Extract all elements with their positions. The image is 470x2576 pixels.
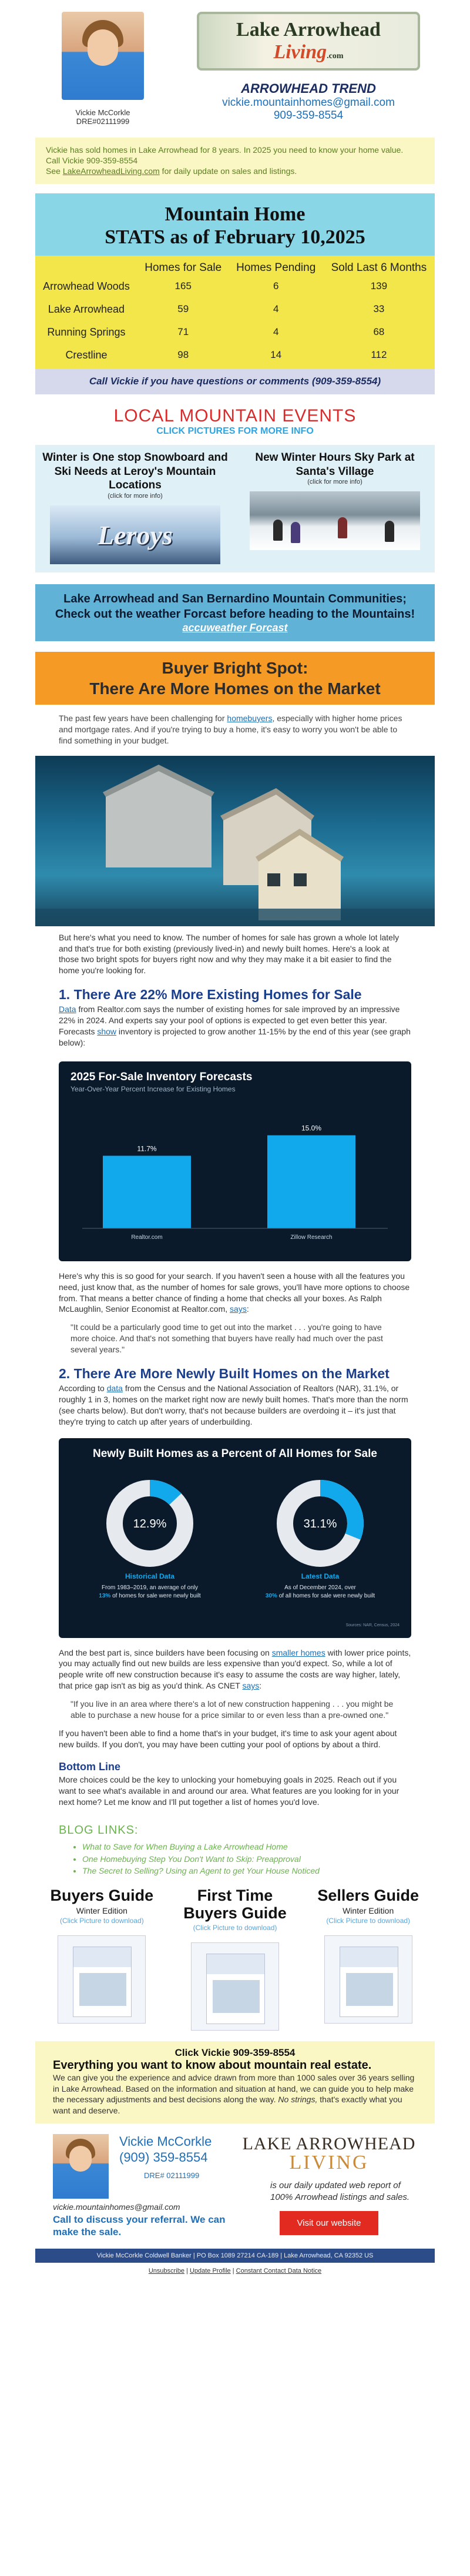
weather-text: Lake Arrowhead and San Bernardino Mountain Communities; Check out the weather Forcast before heading to the Mountains!	[55, 592, 415, 621]
visit-website-button[interactable]: Visit our website	[280, 2211, 379, 2235]
footer-agent-dre: DRE# 02111999	[144, 2171, 200, 2180]
footer-description: is our daily updated web report of 100% Arrowhead listings and sales.	[270, 2180, 410, 2202]
weather-section	[35, 584, 435, 641]
stats-col-for-sale: Homes for Sale	[145, 261, 222, 274]
buyers-guide-cover[interactable]	[58, 1935, 146, 2024]
data-notice-link[interactable]: Constant Contact Data Notice	[236, 2267, 322, 2274]
chart-category-label: Zillow Research	[290, 1234, 333, 1241]
article-headline: Buyer Bright Spot: There Are More Homes on the Market	[35, 652, 435, 705]
agent-dre: DRE#02111999	[76, 117, 130, 126]
callout-text: We can give you the experience and advice drawn from more than 1000 sales over 36 years selling in Lake Arrowhead. Based on the information and situation at hand, we can guide you to help make the necessary adjustments and best decisions along the way. No strings, that's exactly what you want and deserve.	[53, 2072, 415, 2116]
article-para-1: But here's what you need to know. The number of homes for sale has grown a whole lot lately and that's true for both existing (previously lived-in) and newly built homes. Here's a look at those two bright spots for buyers right now and why they may make it a bit easier to find the home you're looking for.	[59, 932, 400, 976]
note-line-2: Call Vickie 909-359-8554	[46, 156, 138, 166]
donut-caption-1: As of December 2024, over	[284, 1584, 356, 1591]
event-leroys[interactable]: Winter is One stop Snowboard and Ski Needs at Leroy's Mountain Locations (click for more info) Leroys	[35, 451, 235, 564]
quote-2: "If you live in an area where there's a lot of new construction happening . . . you might be able to purchase a new house for a price similar to or even less than a pre-owned one."	[70, 1699, 394, 1720]
donut-value-label: 31.1%	[303, 1517, 337, 1530]
bottom-line-text: More choices could be the key to unlocking your homebuying goals in 2025. Reach out if you want to see what's available in and around our area. What features are you looking for in your next home? Let me know and I'll put together a list of homes you'd love.	[59, 1774, 400, 1807]
chart-value-label: 11.7%	[137, 1144, 157, 1153]
donut-caption-2: 30% of all homes for sale were newly built	[265, 1592, 375, 1599]
chart-subtitle: Year-Over-Year Percent Increase for Existing Homes	[70, 1084, 236, 1093]
ice-rink-image[interactable]	[250, 491, 420, 550]
newsletter-title: ARROWHEAD TREND	[241, 81, 376, 96]
section-2-after: And the best part is, since builders have been focusing on smaller homes with lower price points, you may actually find out new builds are less expensive than you'd expect. So, while a lot of people write off new construction because it's easy to assume the costs are way higher, lately, that price gap isn't as big as you'd think. As CNET says:	[59, 1647, 411, 1691]
donut-caption-1: From 1983–2019, an average of only	[102, 1584, 198, 1591]
footer-referral-text: Call to discuss your referral. We can make the sale.	[53, 2214, 226, 2237]
list-item[interactable]: • The Secret to Selling? Using an Agent to get Your House Noticed	[82, 1865, 400, 1877]
update-profile-link[interactable]: Update Profile	[189, 2267, 231, 2274]
agent-name: Vickie McCorkle	[75, 108, 130, 117]
unsubscribe-link[interactable]: Unsubscribe	[148, 2267, 184, 2274]
bottom-line-heading: Bottom Line	[59, 1760, 120, 1773]
donut-caption-2: 13% of homes for sale were newly built	[99, 1592, 201, 1599]
section-2-heading: 2. There Are More Newly Built Homes on the Market	[59, 1366, 390, 1382]
events-subtitle: CLICK PICTURES FOR MORE INFO	[156, 426, 314, 436]
newsletter-header	[0, 0, 470, 126]
donut-source: Sources: NAR, Census, 2024	[345, 1623, 400, 1627]
bar-chart-svg	[59, 1093, 411, 1252]
donut-chart-svg	[59, 1462, 411, 1632]
article-intro: The past few years have been challenging for homebuyers, especially with higher home prices and mortgage rates. And if you're trying to buy a home, it's easy to worry you won't be able to find something in your budget.	[59, 713, 402, 745]
donut-value-label: 12.9%	[133, 1517, 167, 1530]
call-vickie-callout	[35, 2041, 435, 2124]
footer-agent-block	[53, 2134, 229, 2238]
stats-table	[35, 256, 435, 369]
stats-col-sold: Sold Last 6 Months	[331, 261, 427, 274]
chart-bar	[267, 1135, 355, 1228]
footer-logo-line1: LAKE ARROWHEAD	[242, 2134, 416, 2154]
header-right	[147, 12, 446, 123]
footer-logo-line2: LIVING	[289, 2152, 369, 2174]
callout-heading: Everything you want to know about mountain real estate.	[53, 2058, 372, 2072]
donut-series-name: Latest Data	[301, 1572, 340, 1580]
agent-photo	[62, 12, 144, 100]
first-time-buyers-guide[interactable]: First Time Buyers Guide (Click Picture to download)	[169, 1887, 302, 2030]
table-row: Running Springs 71 4 68	[47, 326, 385, 338]
lakearrowhead-living-link[interactable]: LakeArrowheadLiving.com	[62, 166, 160, 176]
weather-forecast-link[interactable]: accuweather Forcast	[182, 622, 288, 634]
buyers-guide[interactable]: Buyers Guide Winter Edition (Click Picture to download)	[35, 1887, 169, 2030]
section-2-text: According to data from the Census and the National Association of Realtors (NAR), 31.1%, or roughly 1 in 3, homes on the market right now are newly built homes. That's more than the norm (see charts below). But don't worry, that's not because builders are overdoing it – it's just that they're trying to catch up after years of underbuilding.	[59, 1384, 408, 1426]
footer-agent-phone[interactable]: (909) 359-8554	[119, 2149, 208, 2165]
footer-card	[35, 2134, 435, 2238]
inventory-forecast-chart	[59, 1061, 411, 1261]
events-header	[0, 406, 470, 437]
note-line-3: See LakeArrowheadLiving.com for daily update on sales and listings.	[46, 166, 297, 176]
blog-links-title: BLOG LINKS:	[59, 1824, 139, 1837]
section-1-heading: 1. There Are 22% More Existing Homes for Sale	[59, 987, 362, 1003]
intro-note	[35, 138, 435, 184]
guides-row	[35, 1887, 435, 2030]
mclaughlin-says-link[interactable]: says	[230, 1304, 247, 1314]
footer-agent-name: Vickie McCorkle	[119, 2134, 212, 2149]
stats-col-area	[35, 256, 137, 277]
site-logo[interactable]: Lake Arrowhead Living.com	[197, 12, 420, 71]
chart-title: 2025 For-Sale Inventory Forecasts	[70, 1070, 253, 1083]
stats-title: Mountain Home STATS as of February 10,2025	[35, 193, 435, 256]
stats-col-pending: Homes Pending	[236, 261, 316, 274]
cnet-says-link[interactable]: says	[242, 1681, 260, 1691]
table-row: Lake Arrowhead 59 4 33	[48, 303, 385, 315]
quote-1: "It could be a particularly good time to get out into the market . . . you're going to have more choice. And that's not something that buyers have really had much over the past several years."	[70, 1322, 383, 1355]
houses-illustration	[35, 756, 435, 926]
chart-value-label: 15.0%	[301, 1124, 322, 1133]
section-1-text: Data from Realtor.com says the number of existing homes for sale improved by an impressive 22% in 2024. And experts say your pool of options is expected to get even better this year. Forecasts show inventory is projected to grow another 11-15% by the end of this year (see graph below):	[59, 1004, 411, 1047]
header-phone-link[interactable]: 909-359-8554	[273, 109, 344, 122]
footer-email-link[interactable]: vickie.mountainhomes@gmail.com	[53, 2202, 180, 2212]
leroys-image[interactable]: Leroys	[50, 505, 220, 564]
new-builds-donut-chart	[59, 1438, 411, 1638]
blog-links-list	[82, 1841, 400, 1877]
first-time-guide-cover[interactable]	[191, 1942, 279, 2031]
footer-logo-block	[229, 2134, 417, 2238]
stats-footer[interactable]: Call Vickie if you have questions or comments (909-359-8554)	[35, 369, 435, 394]
table-row: Crestline 98 14 112	[65, 349, 387, 361]
chart-category-label: Realtor.com	[131, 1234, 163, 1241]
homebuyers-link[interactable]: homebuyers	[227, 713, 273, 723]
forecast-show-link[interactable]: show	[97, 1027, 117, 1037]
donut-chart-title: Newly Built Homes as a Percent of All Homes for Sale	[93, 1447, 377, 1460]
section-2-final: If you haven't been able to find a home that's in your budget, it's time to ask your agent about new builds. If you don't, you may have been cutting your pool of options by about a third.	[59, 1728, 397, 1749]
list-item[interactable]: • What to Save for When Buying a Lake Arrowhead Home	[82, 1841, 400, 1853]
events-row	[35, 445, 435, 572]
agent-block	[59, 12, 147, 126]
footer-agent-photo	[53, 2134, 109, 2199]
address-bar: Vickie McCorkle Coldwell Banker | PO Box 1089 27214 CA-189 | Lake Arrowhead, CA 92352 US	[35, 2249, 435, 2263]
smaller-homes-link[interactable]: smaller homes	[271, 1647, 325, 1657]
note-line-1: Vickie has sold homes in Lake Arrowhead for 8 years. In 2025 you need to know your home value.	[46, 145, 404, 155]
event-sky-park[interactable]: New Winter Hours Sky Park at Santa's Village (click for more info)	[235, 451, 435, 564]
stats-section	[35, 193, 435, 394]
chart-bar	[103, 1155, 191, 1228]
sellers-guide[interactable]: Sellers Guide Winter Edition (Click Picture to download)	[301, 1887, 435, 2030]
call-vickie-link[interactable]: Click Vickie 909-359-8554	[174, 2046, 296, 2058]
houses-hero-image	[35, 756, 435, 926]
donut-series-name: Historical Data	[125, 1572, 175, 1580]
census-data-link[interactable]: data	[106, 1384, 123, 1393]
sellers-guide-cover[interactable]	[324, 1935, 412, 2024]
realtor-data-link[interactable]: Data	[59, 1004, 76, 1014]
header-email-link[interactable]: vickie.mountainhomes@gmail.com	[222, 96, 395, 109]
table-row: Arrowhead Woods 165 6 139	[43, 280, 388, 292]
footer-links: Unsubscribe | Update Profile | Constant Contact Data Notice	[148, 2267, 322, 2274]
list-item[interactable]: • One Homebuying Step You Don't Want to Skip: Preapproval	[82, 1853, 400, 1865]
section-1-after: Here's why this is so good for your search. If you haven't seen a house with all the features you need, just know that, as the number of homes for sale grows, you'll have more options to choose from. That means a better chance of finding a home that checks all your boxes. As Ralph McLaughlin, Senior Economist at Realtor.com, says:	[59, 1271, 410, 1314]
events-title: LOCAL MOUNTAIN EVENTS	[113, 406, 357, 426]
